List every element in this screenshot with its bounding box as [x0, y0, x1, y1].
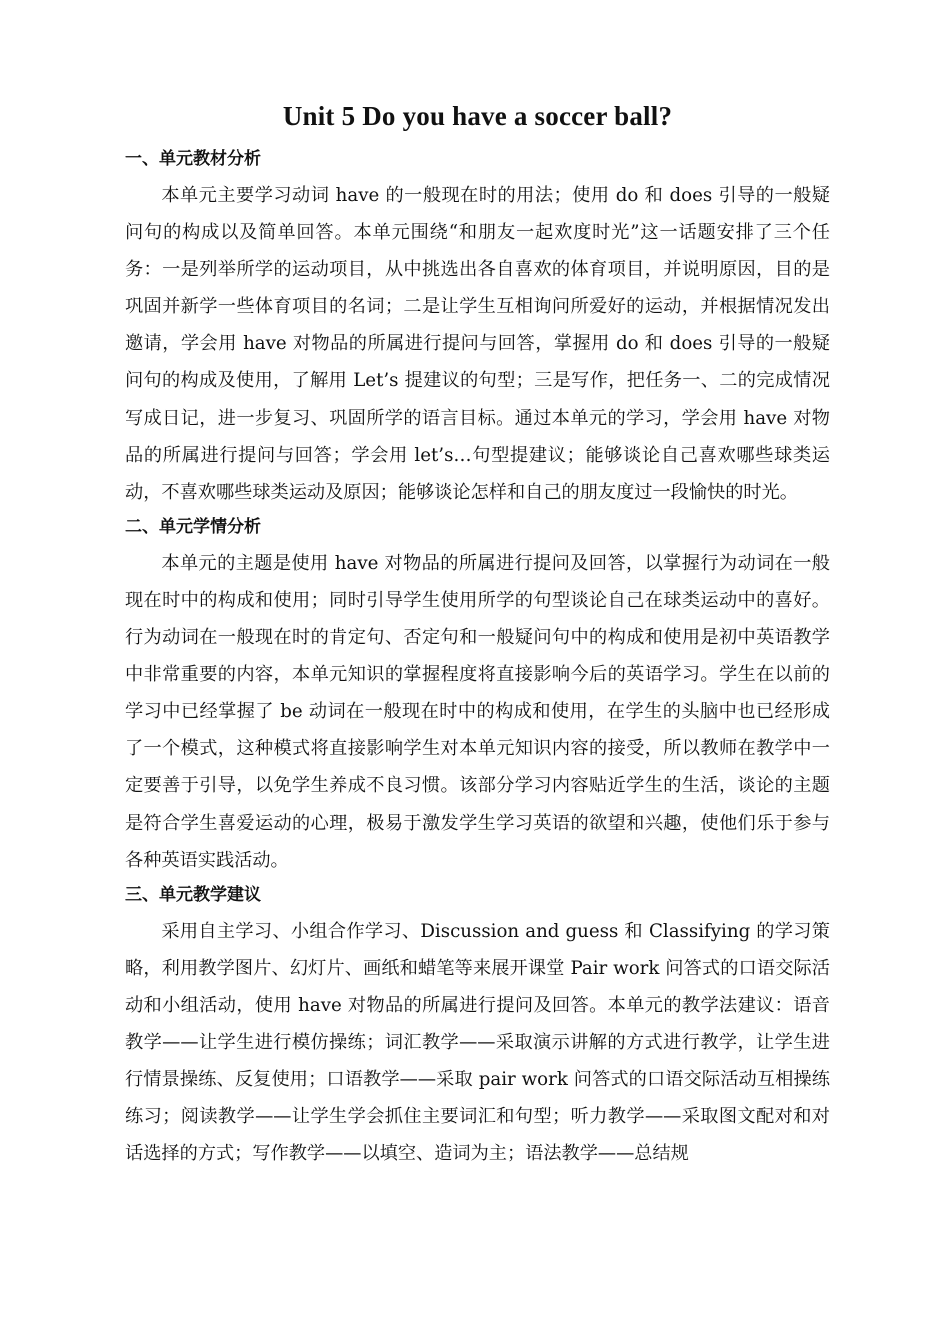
- section-paragraph: 采用自主学习、小组合作学习、Discussion and guess 和 Classifying 的学习策略，利用教学图片、幻灯片、画纸和蜡笔等来展开课堂 Pair work 问答式的口语交际活动和小组活动，使用 have 对物品的所属进行提问及回答。本单元的教学法建议：语音教学——让学生进行模仿操练；词汇教学——采取演示讲解的方式进行教学，让学生进行情景操练、反复使用；口语教学——采取 pair work 问答式的口语交际活动互相操练练习；阅读教学——让学生学会抓住主要词汇和句型；听力教学——采取图文配对和对话选择的方式；写作教学——以填空、造词为主；语法教学——总结规: [125, 920, 830, 1165]
- section-paragraph: 本单元主要学习动词 have 的一般现在时的用法；使用 do 和 does 引导的一般疑问句的构成以及简单回答。本单元围绕“和朋友一起欢度时光”这一话题安排了三个任务：一是列举所学的运动项目，从中挑选出各自喜欢的体育项目，并说明原因，目的是巩固并新学一些体育项目的名词；二是让学生互相询问所爱好的运动，并根据情况发出邀请，学会用 have 对物品的所属进行提问与回答，掌握用 do 和 does 引导的一般疑问句的构成及使用，了解用 Let’s 提建议的句型；三是写作，把任务一、二的完成情况写成日记，进一步复习、巩固所学的语言目标。通过本单元的学习，学会用 have 对物品的所属进行提问与回答；学会用 let’s…句型提建议；能够谈论自己喜欢哪些球类运动，不喜欢哪些球类运动及原因；能够谈论怎样和自己的朋友度过一段愉快的时光。: [125, 185, 830, 503]
- section-textbook-analysis: [125, 146, 830, 511]
- document-page: [125, 96, 830, 1172]
- section-heading: 三、单元教学建议: [125, 884, 261, 905]
- section-learner-analysis: [125, 514, 830, 879]
- section-heading: 一、单元教材分析: [125, 149, 261, 169]
- section-teaching-suggestions: [125, 882, 830, 1173]
- document-title: Unit 5 Do you have a soccer ball?: [282, 101, 673, 131]
- section-paragraph: 本单元的主题是使用 have 对物品的所属进行提问及回答，以掌握行为动词在一般现在时中的构成和使用；同时引导学生使用所学的句型谈论自己在球类运动中的喜好。行为动词在一般现在时的肯定句、否定句和一般疑问句中的构成和使用是初中英语教学中非常重要的内容，本单元知识的掌握程度将直接影响今后的英语学习。学生在以前的学习中已经掌握了 be 动词在一般现在时中的构成和使用，在学生的头脑中也已经形成了一个模式，这种模式将直接影响学生对本单元知识内容的接受，所以教师在教学中一定要善于引导，以免学生养成不良习惯。该部分学习内容贴近学生的生活，谈论的主题是符合学生喜爱运动的心理，极易于激发学生学习英语的欲望和兴趣，使他们乐于参与各种英语实践活动。: [125, 552, 830, 871]
- section-heading: 二、单元学情分析: [125, 516, 261, 537]
